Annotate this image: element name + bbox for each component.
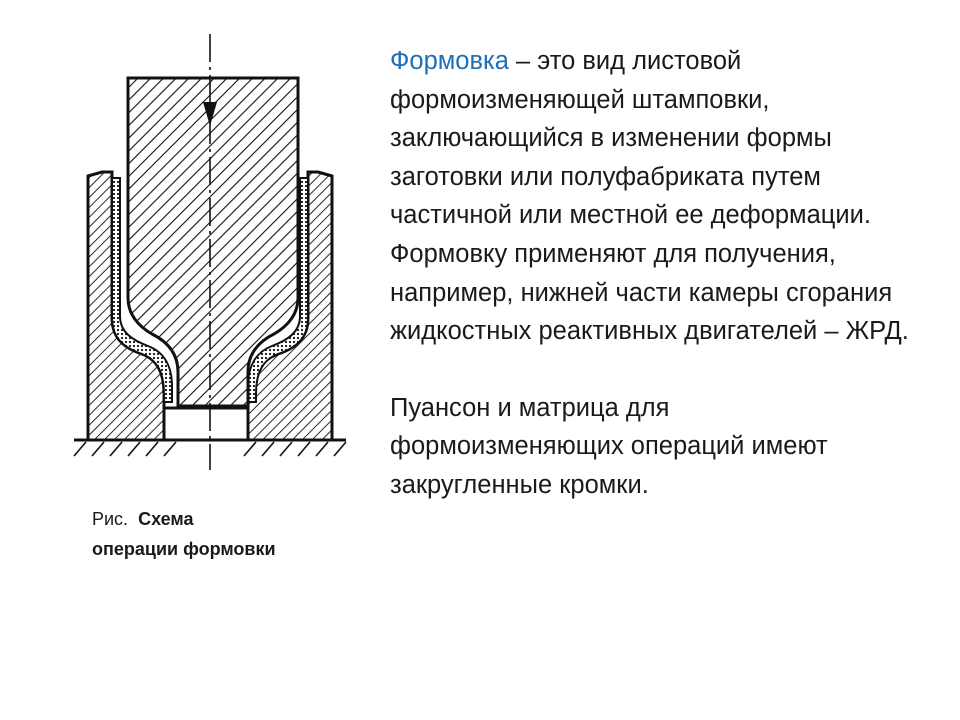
figure-caption — [92, 504, 372, 564]
definition-text: – это вид листовой формоизменяющей штамповки, заключающийся в изменении формы заготовки или полуфабриката путем частичной или местной ее деформации. Формовку применяют для получения, например, нижней части камеры сгорания жидкостных реактивных двигателей – ЖРД. — [390, 47, 909, 346]
caption-prefix: Рис. — [92, 509, 129, 529]
text-content — [390, 42, 910, 505]
definition-paragraph — [390, 42, 910, 351]
forming-diagram — [60, 28, 360, 480]
note-paragraph: Пуансон и матрица для формоизменяющих операций имеют закругленные кромки. — [390, 393, 828, 499]
forming-die-diagram-icon — [60, 28, 360, 480]
die-opening — [164, 408, 248, 440]
caption-title-line2: операции формовки — [92, 539, 276, 559]
definition-term: Формовка — [390, 47, 509, 75]
caption-title-line1: Схема — [138, 509, 194, 529]
